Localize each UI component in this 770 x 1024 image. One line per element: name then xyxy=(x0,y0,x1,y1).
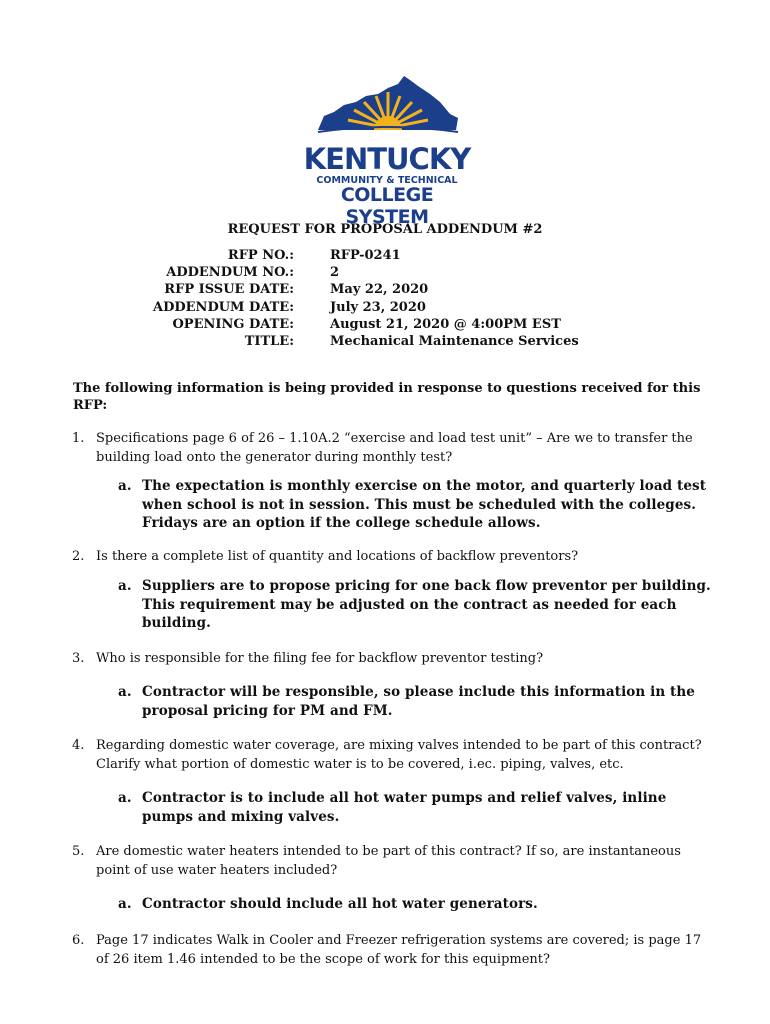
meta-row xyxy=(0,248,770,265)
question-6 xyxy=(72,931,712,969)
question-text: Is there a complete list of quantity and locations of backflow preventors? xyxy=(96,549,579,564)
meta-row xyxy=(0,282,770,299)
answer-letter: a. xyxy=(118,478,132,494)
question-text: Are domestic water heaters intended to be part of this contract? If so, are instantaneous point of use water heaters included? xyxy=(96,844,681,878)
meta-label: RFP NO.: xyxy=(227,248,294,263)
question-text: Regarding domestic water coverage, are mixing valves intended to be part of this contract? Clarify what portion of domestic water is to be covered, i.ec. piping, valves, etc. xyxy=(96,738,702,772)
answer-letter: a. xyxy=(118,684,132,700)
question-text: Page 17 indicates Walk in Cooler and Freezer refrigeration systems are covered; is page 17 of 26 item 1.46 intended to be the scope of work for this equipment? xyxy=(96,933,702,967)
question-number: 1. xyxy=(72,431,85,446)
meta-value: May 22, 2020 xyxy=(330,282,429,298)
meta-label: OPENING DATE: xyxy=(172,316,294,332)
kentucky-state-sun-icon xyxy=(300,72,474,144)
kctcs-logo xyxy=(300,72,474,228)
meta-label: ADDENDUM NO.: xyxy=(166,265,294,281)
answer-letter: a. xyxy=(118,790,132,806)
answer-5 xyxy=(118,895,718,914)
question-1 xyxy=(72,429,712,467)
answer-1 xyxy=(118,477,718,533)
answer-letter: a. xyxy=(118,896,132,912)
answer-4 xyxy=(118,789,718,826)
logo-line-kentucky: KENTUCKY xyxy=(303,142,471,176)
answer-text: Contractor will be responsible, so please include this information in the proposal pricing for PM and FM. xyxy=(142,684,695,719)
question-text: Who is responsible for the filing fee for backflow preventor testing? xyxy=(96,651,544,666)
logo-line-college-system: COLLEGE SYSTEM xyxy=(340,184,434,228)
meta-value: RFP-0241 xyxy=(330,248,401,263)
meta-value: August 21, 2020 @ 4:00PM EST xyxy=(330,316,561,332)
meta-row xyxy=(0,334,770,351)
meta-value: 2 xyxy=(330,265,340,281)
question-number: 3. xyxy=(72,651,85,666)
meta-label: RFP ISSUE DATE: xyxy=(164,282,294,298)
logo-line-community-technical: COMMUNITY & TECHNICAL xyxy=(316,175,458,186)
answer-2 xyxy=(118,577,718,633)
meta-value: July 23, 2020 xyxy=(330,299,426,315)
question-number: 4. xyxy=(72,738,85,753)
answer-text: Contractor should include all hot water generators. xyxy=(142,896,538,912)
meta-label: TITLE: xyxy=(244,333,294,349)
meta-row xyxy=(0,300,770,317)
answer-text: Suppliers are to propose pricing for one back flow preventor per building. This requirement may be adjusted on the contract as needed for each building. xyxy=(142,578,711,631)
question-number: 6. xyxy=(72,933,85,948)
answer-text: The expectation is monthly exercise on the motor, and quarterly load test when school is not in session. This must be scheduled with the colleges. Fridays are an option if the college schedule allows. xyxy=(142,478,707,531)
rfp-metadata-table xyxy=(0,248,770,351)
document-title: REQUEST FOR PROPOSAL ADDENDUM #2 xyxy=(227,222,543,237)
question-text: Specifications page 6 of 26 – 1.10A.2 “exercise and load test unit” – Are we to transfer the building load onto the generator during monthly test? xyxy=(96,431,693,465)
meta-row xyxy=(0,317,770,334)
question-3 xyxy=(72,649,712,668)
answer-text: Contractor is to include all hot water pumps and relief valves, inline pumps and mixing valves. xyxy=(142,790,667,825)
question-5 xyxy=(72,842,712,880)
question-4 xyxy=(72,736,712,774)
answer-letter: a. xyxy=(118,578,132,594)
answer-3 xyxy=(118,683,718,720)
meta-value: Mechanical Maintenance Services xyxy=(330,333,579,349)
question-number: 2. xyxy=(72,549,85,564)
meta-label: ADDENDUM DATE: xyxy=(153,299,294,315)
intro-paragraph: The following information is being provided in response to questions received for this RFP: xyxy=(73,381,701,413)
question-2 xyxy=(72,547,712,566)
question-number: 5. xyxy=(72,844,85,859)
meta-row xyxy=(0,265,770,282)
